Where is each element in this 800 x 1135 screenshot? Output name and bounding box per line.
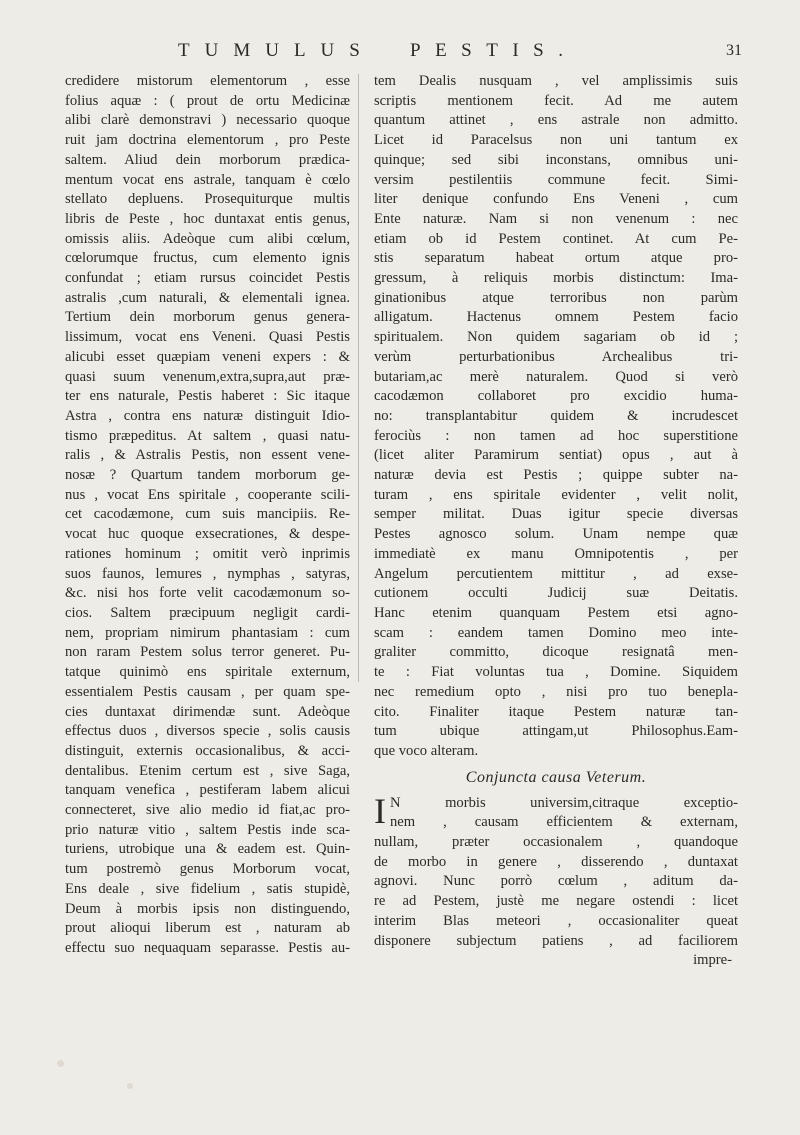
drop-initial: I: [374, 790, 386, 831]
ink-spot: [127, 1083, 133, 1089]
text-line: scam : eandem tamen Domino meo inte-: [374, 624, 738, 641]
text-line: scriptis mentionem fecit. Ad me autem: [374, 92, 738, 109]
text-line: cet cacodæmone, cum suis mancipiis. Re-: [65, 506, 350, 523]
text-line: graliter committo, dicoque resignatâ men-: [374, 644, 738, 661]
text-line: libris de Peste , hoc duntaxat entis genus,: [65, 210, 350, 227]
text-line: credidere mistorum elementorum , esse: [65, 73, 350, 89]
text-line: verùm perturbationibus Archealibus tri-: [374, 348, 738, 365]
text-line: prout alioqui liberum est , naturam ab: [65, 920, 350, 937]
text-line: naturæ devia est Pestis ; quippe subter na-: [374, 467, 738, 484]
text-line: confundat ; etiam rursus coincidet Pestis: [65, 270, 350, 287]
text-line: nosæ ? Quartum tandem morborum ge-: [65, 467, 350, 484]
text-line: cios. Saltem præcipuum negligit cardi-: [65, 604, 350, 621]
column-divider: [358, 74, 359, 682]
text-line: ter ens naturale, Pestis haberet : Sic itaque: [65, 388, 350, 405]
right-column-paragraph: [374, 72, 738, 762]
text-line: Ens deale , sive fidelium , satis stupidè,: [65, 880, 350, 897]
text-line: suos faunos, lemures , nymphas , satyras,: [65, 565, 350, 582]
text-line: de morbo in genere , disserendo , duntaxat: [374, 853, 738, 870]
text-line: agnovi. Nunc porrò cœlum , aditum da-: [374, 873, 738, 890]
running-title-right: PESTIS.: [410, 40, 578, 61]
text-line: distinguit, externis occasionalibus, & acci-: [65, 742, 350, 759]
text-line: lissimum, vocat ens Veneni. Quasi Pestis: [65, 329, 350, 346]
text-line: nus , vocat Ens spiritale , cooperante scili-: [65, 486, 350, 503]
text-line: cies duntaxat dirimendæ sunt. Adeòque: [65, 703, 350, 720]
text-line: turam , ens spiritale evidenter , velit nolit,: [374, 486, 738, 503]
text-line: tismo præpeditus. At saltem , quasi natu-: [65, 427, 350, 444]
text-line: tatque quinimò ens spiritale externum,: [65, 664, 350, 681]
text-line: connecteret, sive alio medio id fiat,ac pro-: [65, 802, 350, 819]
text-line: Astra , contra ens naturæ distinguit Idio-: [65, 407, 350, 424]
text-line: ralis , & Astralis Pestis, non essent vene-: [65, 447, 350, 464]
text-line: que voco alteram.: [374, 742, 479, 759]
text-line: Tertium dein morborum genus genera-: [65, 309, 350, 326]
text-line: ginationibus atque terroribus non parùm: [374, 289, 738, 306]
text-line: cacodæmon collaboret pro excidio huma-: [374, 388, 738, 405]
text-line: nem, propriam nimirum phantasiam : cum: [65, 624, 350, 641]
text-line: nem , causam efficientem & externam,: [390, 814, 738, 831]
text-line: folius aquæ : ( prout de ortu Medicinæ: [65, 92, 350, 109]
text-line: Ente naturæ. Nam si non venenum : nec: [374, 210, 738, 227]
text-line: immediatè ex manu Omnipotentis , per: [374, 545, 738, 562]
text-line: Pestes agnosco solum. Unam nempe quæ: [374, 526, 738, 543]
catchword: impre-: [693, 952, 732, 969]
text-line: butariam,ac merè naturalem. Quod si verò: [374, 368, 738, 385]
text-line: Angelum percutientem mittitur , ad exse-: [374, 565, 738, 582]
text-line: dentalibus. Etenim certum est , sive Saga,: [65, 762, 350, 779]
text-line: vocat huc quoque exsecrationes, & despe-: [65, 526, 350, 543]
text-line: alligatum. Hactenus omnem Pestem facio: [374, 309, 738, 326]
text-line: mentum vocat ens astrale, tanquam è cœlo: [65, 171, 350, 188]
page-header: [0, 40, 800, 66]
text-line: astralis ,cum naturali, & elementali ignea.: [65, 289, 350, 306]
text-line: versim pestilentiis commune fecit. Simi-: [374, 171, 738, 188]
text-line: re ad Pestem, justè me negare ostendi : licet: [374, 893, 738, 910]
text-line: tanquam venefica , pestiferam labem alicui: [65, 782, 350, 799]
ink-spot: [57, 1060, 64, 1067]
text-line: no: transplantabitur quidem & incrudescet: [374, 407, 738, 424]
text-line: (licet aliter Paramirum sentiat) opus , aut à: [374, 447, 738, 464]
text-line: cutionem occulti Judicij suæ Deitatis.: [374, 585, 738, 602]
text-line: spiritualem. Non quidem sagariam ob id ;: [374, 329, 738, 346]
text-line: tem Dealis nusquam , vel amplissimis suis: [374, 73, 738, 89]
text-line: nullam, præter occasionalem , quandoque: [374, 834, 738, 851]
text-line: ferociùs : non tamen ad hoc superstitione: [374, 427, 738, 444]
section-heading: Conjuncta causa Veterum.: [465, 768, 647, 786]
text-line: liter denique confundo Ens Veneni , cum: [374, 191, 738, 208]
text-line: etiam ob id Pestem continet. At cum Pe-: [374, 230, 738, 247]
page-number: 31: [726, 42, 742, 59]
right-column-paragraph-2: [374, 790, 738, 952]
text-line: effectu suo nequaquam separasse. Pestis au-: [65, 939, 350, 956]
text-line: disponere subjectum patiens , ad faciliorem: [374, 932, 738, 949]
text-line: nec remedium opto , nisi pro tuo benepla-: [374, 683, 738, 700]
text-line: alibi clarè demonstravi ) necessario quoque: [65, 112, 350, 129]
text-line: quinque; sed sibi inconstans, omnibus uni-: [374, 151, 738, 168]
text-line: effectus duos , diversos specie , solis causis: [65, 723, 350, 740]
text-line: rationes hominum ; omitit verò inprimis: [65, 545, 350, 562]
text-line: stellato depluens. Prosequiturque multis: [65, 191, 350, 208]
text-line: te : Fiat voluntas tua , Domine. Siquidem: [374, 664, 738, 681]
text-line: Hanc etenim quanquam Pestem etsi agno-: [374, 604, 738, 621]
text-line: gressum, à reliquis morbis distinctum: Ima-: [374, 270, 738, 287]
text-line: stis separatum habeat ortum atque pro-: [374, 250, 738, 267]
text-line: Deum à morbis ipsis non distinguendo,: [65, 900, 350, 917]
text-line: omissis aliis. Adeòque cum alibi cœlum,: [65, 230, 350, 247]
text-line: tum ubique attingam,ut Philosophus.Eam-: [374, 723, 738, 740]
text-line: alicubi esset quæpiam veneni expers : &: [65, 348, 350, 365]
text-line: essentialem Pestis causam , per quam spe-: [65, 683, 350, 700]
text-line: turiens, utrobique una & eadem est. Quin-: [65, 841, 350, 858]
text-line: tum postremò genus Morborum vocat,: [65, 861, 350, 878]
right-column: [374, 72, 738, 971]
text-line: N morbis universim,citraque exceptio-: [390, 794, 738, 811]
text-line: non raram Pestem solus terror generet. Pu-: [65, 644, 350, 661]
text-line: prio naturæ vitio , saltem Pestis inde sca-: [65, 821, 350, 838]
left-column: [65, 72, 350, 959]
text-line: cœlorumque fructus, cum elemento ignis: [65, 250, 350, 267]
text-line: &c. nisi hos forte velit cacodæmonum so-: [65, 585, 350, 602]
text-line: saltem. Aliud dein morborum prædica-: [65, 151, 350, 168]
text-line: quasi suum venenum,extra,supra,aut præ-: [65, 368, 350, 385]
text-line: Licet id Paracelsus non uni tantum ex: [374, 132, 738, 149]
running-title-left: TUMULUS: [178, 40, 375, 61]
text-line: quantum attinet , ens astrale non admitto.: [374, 112, 738, 129]
text-line: ruit jam doctrina elementorum , pro Peste: [65, 132, 350, 149]
text-line: interim Blas meteori , occasionaliter queat: [374, 912, 738, 929]
text-line: cito. Finaliter itaque Pestem naturæ tan-: [374, 703, 738, 720]
text-line: semper militat. Duas igitur specie diversas: [374, 506, 738, 523]
